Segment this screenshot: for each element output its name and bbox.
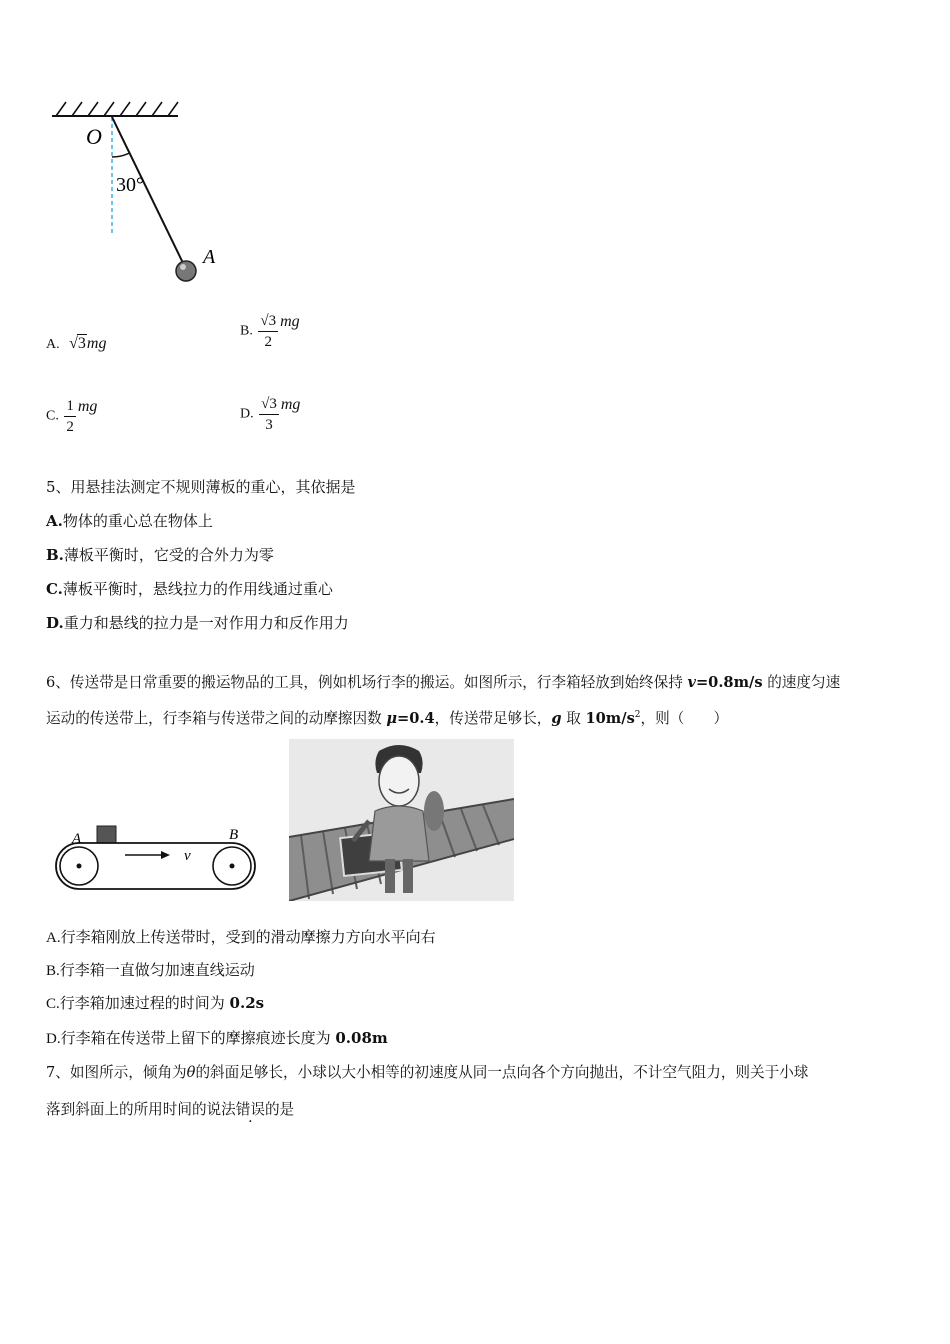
belt-label-b: B bbox=[229, 827, 239, 843]
q6-option-d[interactable]: D.行李箱在传送带上留下的摩擦痕迹长度为 0.08m bbox=[46, 1029, 388, 1047]
q4-option-d[interactable]: D. $\frac{√3}{3}$ mg bbox=[240, 395, 301, 433]
q6-stem-line1: 6、传送带是日常重要的搬运物品的工具，例如机场行李的搬运。如图所示，行李箱轻放到始终保持 v=0.8m/s 的速度匀速 bbox=[46, 674, 841, 691]
q5-stem: 5、用悬挂法测定不规则薄板的重心，其依据是 bbox=[46, 478, 356, 496]
belt-label-a: A bbox=[72, 831, 82, 847]
q7-stem-line2: 落到斜面上的所用时间的说法错误的是 bbox=[46, 1101, 295, 1118]
q5-option-c[interactable]: C.薄板平衡时，悬线拉力的作用线通过重心 bbox=[46, 580, 333, 598]
conveyor-belt-figure bbox=[50, 818, 265, 893]
q7-stem-line1: 7、如图所示，倾角为θ的斜面足够长，小球以大小相等的初速度从同一点向各个方向抛出，不计空气阻力，则关于小球 bbox=[46, 1064, 809, 1081]
q4-option-a[interactable]: A. √3mg bbox=[46, 335, 107, 352]
point-o-label: O bbox=[86, 124, 102, 149]
q5-option-a[interactable]: A.物体的重心总在物体上 bbox=[46, 512, 213, 530]
pendulum-figure bbox=[40, 95, 240, 295]
q5-option-d[interactable]: D.重力和悬线的拉力是一对作用力和反作用力 bbox=[46, 614, 349, 632]
belt-label-v: v bbox=[184, 848, 191, 864]
q4-option-b[interactable]: B. $\frac{√3}{2}$ mg bbox=[240, 312, 300, 350]
q6-option-a[interactable]: A.行李箱刚放上传送带时，受到的滑动摩擦力方向水平向右 bbox=[46, 928, 436, 946]
q6-stem-line2: 运动的传送带上，行李箱与传送带之间的动摩擦因数 μ=0.4，传送带足够长，g 取 $10m/s^2$，则（ ） bbox=[46, 710, 729, 727]
ball-a-label: A bbox=[203, 246, 216, 268]
q6-option-b[interactable]: B.行李箱一直做匀加速直线运动 bbox=[46, 961, 255, 979]
q4-option-c[interactable]: C. $\frac{1}{2}$ mg bbox=[46, 397, 98, 435]
pendulum-ball bbox=[176, 261, 196, 281]
emphasis-word: 错误 bbox=[235, 1101, 265, 1118]
q6-option-c[interactable]: C.行李箱加速过程的时间为 0.2s bbox=[46, 994, 265, 1012]
luggage-photo bbox=[289, 739, 514, 901]
angle-label: 30° bbox=[116, 174, 144, 196]
q5-option-b[interactable]: B.薄板平衡时，它受的合外力为零 bbox=[46, 546, 274, 564]
